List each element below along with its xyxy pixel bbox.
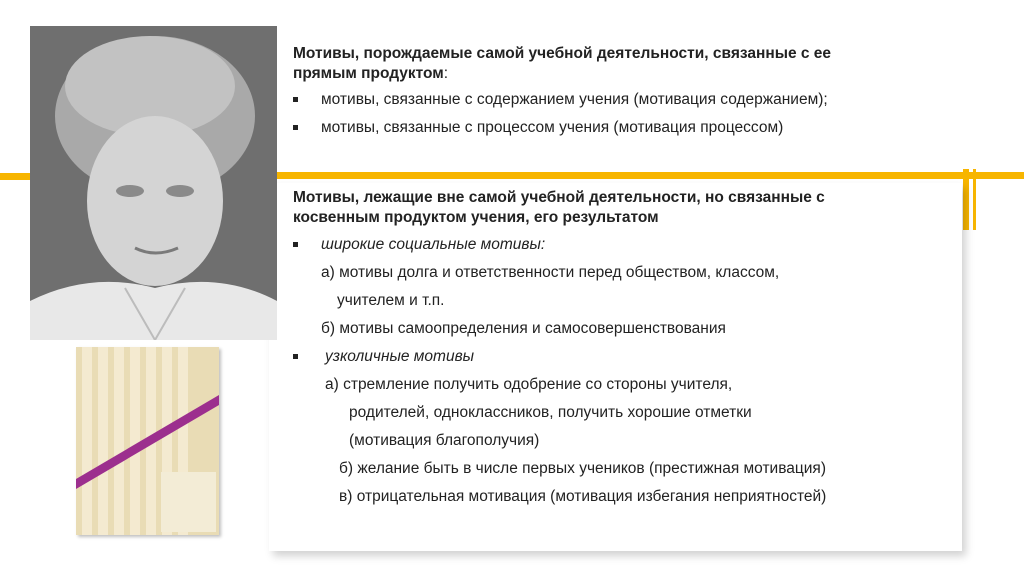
- list-subitem-text: в) отрицательная мотивация (мотивация избегания неприятностей): [339, 488, 827, 505]
- list-item-text: мотивы, связанные с содержанием учения (мотивация содержанием);: [321, 91, 828, 108]
- list-subitem: [293, 319, 973, 339]
- direct-motives-heading-cont: [293, 64, 973, 84]
- indirect-motives-heading: [293, 188, 973, 208]
- direct-product-motives-block: [293, 44, 973, 138]
- list-subitem-text: учителем и т.п.: [337, 292, 445, 309]
- list-item: [293, 347, 973, 367]
- bullet-icon: [293, 97, 298, 102]
- direct-motives-heading: [293, 44, 973, 64]
- book-cover-image: [76, 347, 219, 535]
- list-item: [293, 118, 973, 138]
- heading-line: Мотивы, лежащие вне самой учебной деятельности, но связанные с: [293, 189, 825, 206]
- portrait-photo: [30, 26, 277, 340]
- list-subitem-text: родителей, одноклассников, получить хорошие отметки: [349, 404, 752, 421]
- list-subitem-text: б) мотивы самоопределения и самосовершенствования: [321, 320, 726, 337]
- bullet-icon: [293, 125, 298, 130]
- bullet-icon: [293, 242, 298, 247]
- indirect-product-motives-block: [293, 188, 973, 507]
- accent-line-right: [276, 172, 1024, 179]
- bullet-icon: [293, 354, 298, 359]
- list-subitem: [293, 263, 973, 283]
- accent-bar-right-thin: [973, 169, 976, 230]
- list-subitem: [293, 459, 973, 479]
- heading-line: Мотивы, порождаемые самой учебной деятельности, связанные с ее: [293, 45, 832, 62]
- list-subitem-text: б) желание быть в числе первых учеников (престижная мотивация): [339, 460, 826, 477]
- narrow-personal-motives-label: узколичные мотивы: [325, 348, 475, 365]
- heading-line: прямым продуктом: [293, 65, 444, 82]
- heading-line: косвенным продуктом учения, его результатом: [293, 209, 659, 226]
- list-subitem-cont: [293, 403, 973, 423]
- list-item-text: мотивы, связанные с процессом учения (мотивация процессом): [321, 119, 784, 136]
- list-subitem-cont: [293, 431, 973, 451]
- list-subitem-cont: [293, 291, 973, 311]
- list-subitem-text: (мотивация благополучия): [349, 432, 540, 449]
- indirect-motives-heading-cont: [293, 208, 973, 228]
- list-item: [293, 235, 973, 255]
- list-subitem-text: а) стремление получить одобрение со стороны учителя,: [325, 376, 733, 393]
- heading-colon: :: [443, 65, 449, 82]
- list-item: [293, 90, 973, 110]
- accent-line-left: [0, 173, 30, 180]
- list-subitem: [293, 487, 973, 507]
- wide-social-motives-label: широкие социальные мотивы:: [321, 236, 546, 253]
- list-subitem-text: а) мотивы долга и ответственности перед обществом, классом,: [321, 264, 780, 281]
- list-subitem: [293, 375, 973, 395]
